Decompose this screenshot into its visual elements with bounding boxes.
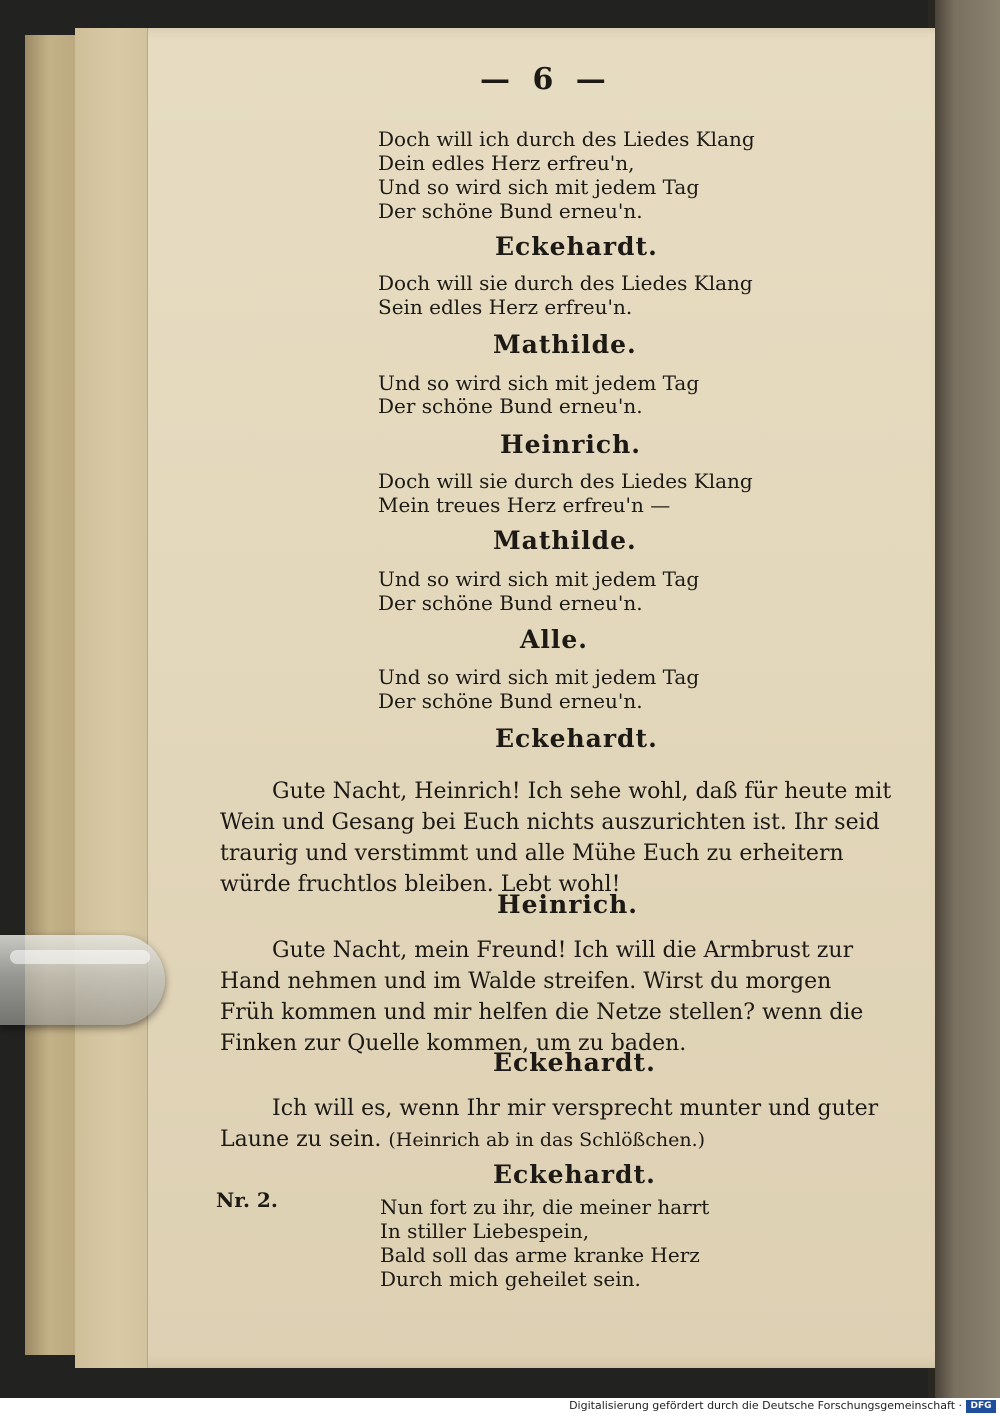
page-binding-strip [75, 28, 148, 1368]
verse-line: Durch mich geheilet sein. [380, 1267, 641, 1291]
verse-line: Dein edles Herz erfreu'n, [378, 151, 635, 175]
verse-line: Und so wird sich mit jedem Tag [378, 371, 700, 395]
verse-line: Und so wird sich mit jedem Tag [378, 567, 700, 591]
speaker-name: Heinrich. [500, 430, 641, 459]
glass-highlight [10, 950, 150, 964]
speaker-name: Eckehardt. [495, 232, 658, 261]
dialogue-paragraph: Gute Nacht, Heinrich! Ich sehe wohl, daß für heute mit Wein und Gesang bei Euch nichts auszurichten ist. Ihr seid traurig und verstimmt und alle Mühe Euch zu erheitern würde fruchtlos bleiben. Lebt wohl! [220, 779, 892, 897]
verse-line: Und so wird sich mit jedem Tag [378, 665, 700, 689]
dialogue-paragraph [220, 1093, 892, 1156]
page-number: — 6 — [480, 62, 612, 97]
verse-line: Der schöne Bund erneu'n. [378, 199, 643, 223]
verse-line: In stiller Liebespein, [380, 1219, 590, 1243]
verse-line: Der schöne Bund erneu'n. [378, 591, 643, 615]
dfg-logo-icon[interactable]: DFG [966, 1400, 996, 1413]
speaker-name: Mathilde. [493, 526, 637, 555]
verse-line: Doch will sie durch des Liedes Klang [378, 271, 753, 295]
speaker-name: Alle. [520, 625, 589, 654]
verse-line: Der schöne Bund erneu'n. [378, 394, 643, 418]
verse-line: Doch will ich durch des Liedes Klang [378, 127, 755, 151]
verse-line: Mein treues Herz erfreu'n — [378, 493, 671, 517]
verse-line: Und so wird sich mit jedem Tag [378, 175, 700, 199]
verse-line: Bald soll das arme kranke Herz [380, 1243, 700, 1267]
speaker-name: Eckehardt. [495, 724, 658, 753]
verse-line: Doch will sie durch des Liedes Klang [378, 469, 753, 493]
dialogue-paragraph: Gute Nacht, mein Freund! Ich will die Armbrust zur Hand nehmen und im Walde streifen. Wirst du morgen Früh kommen und mir helfen die Netze stellen? wenn die Finken zur Quelle kommen, um zu baden. [220, 938, 864, 1056]
glass-page-weight [0, 935, 165, 1025]
song-number: Nr. 2. [216, 1188, 278, 1212]
speaker-name: Eckehardt. [493, 1048, 656, 1077]
dialogue-text: Ich will es, wenn Ihr mir versprecht munter und guter Laune zu sein. [220, 1096, 879, 1152]
footer-credit: Digitalisierung gefördert durch die Deutsche Forschungsgemeinschaft · [569, 1399, 962, 1412]
speaker-name: Heinrich. [497, 890, 638, 919]
verse-line: Sein edles Herz erfreu'n. [378, 295, 633, 319]
stage-direction: (Heinrich ab in das Schlößchen.) [388, 1129, 706, 1151]
facing-page-edge [935, 0, 1000, 1398]
verse-line: Der schöne Bund erneu'n. [378, 689, 643, 713]
verse-line: Nun fort zu ihr, die meiner harrt [380, 1195, 710, 1219]
speaker-name: Mathilde. [493, 330, 637, 359]
speaker-name: Eckehardt. [493, 1160, 656, 1189]
